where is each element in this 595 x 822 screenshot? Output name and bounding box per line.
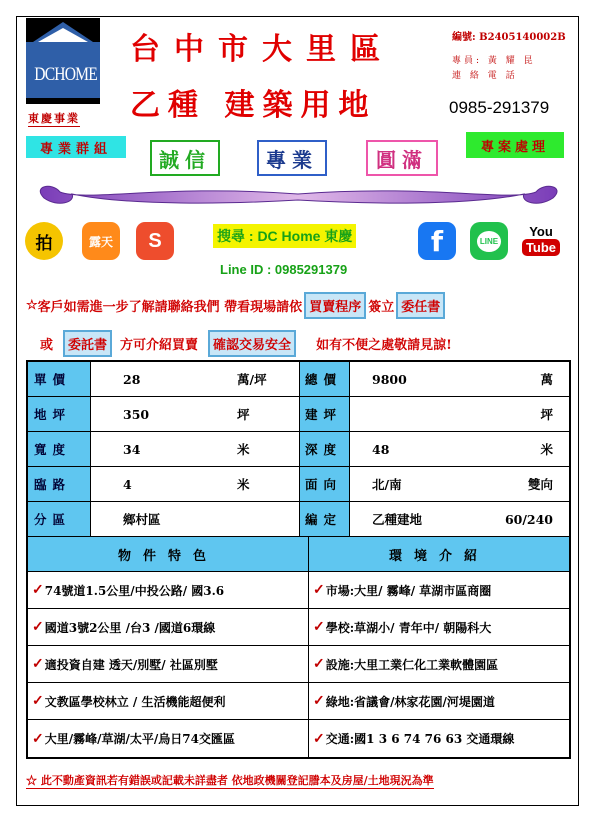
feature-text: 74號道1.5公里/中投公路/ 國3.6: [44, 583, 225, 598]
listing-code: 編號: B2405140002B: [452, 32, 566, 43]
sale-procedure-badge: 買賣程序: [304, 292, 366, 319]
feature-text: 文教區學校林立 / 生活機能超便利: [44, 694, 226, 709]
spec-label-2: 編定: [300, 502, 350, 536]
spec-row: [28, 432, 569, 467]
spec-value: 350: [123, 406, 150, 422]
feature-cell: [28, 646, 309, 682]
spec-unit: 坪: [237, 397, 300, 431]
spec-label: 單價: [28, 362, 91, 396]
feature-text: 國道3號2公里 /台3 /國道6環線: [44, 620, 216, 635]
check-icon: ✓: [313, 582, 325, 598]
youtube-icon[interactable]: [522, 220, 560, 260]
decorative-scroll-divider: [26, 180, 571, 210]
youtube-icon-top: You: [529, 224, 553, 239]
spec-value-2: [350, 397, 490, 431]
transaction-safety-badge: 確認交易安全: [208, 330, 296, 357]
spec-value-2: 9800: [372, 371, 407, 387]
environment-text: 市場:大里/ 霧峰/ 草湖市區商圈: [325, 583, 492, 598]
tag-case-handling: 專案處理: [466, 132, 564, 158]
check-icon: ✓: [313, 656, 325, 672]
notice-text-2e: 如有不便之處敬請見諒!: [316, 338, 452, 353]
spec-row: [28, 397, 569, 432]
spec-label-2: 建坪: [300, 397, 350, 431]
line-id: Line ID : 0985291379: [220, 262, 348, 277]
tag-professional: 專業: [257, 140, 327, 176]
search-hint: 搜尋 : DC Home 東慶: [213, 224, 356, 248]
shopee-icon[interactable]: S: [136, 222, 174, 260]
logo-company-name: 東慶事業: [28, 112, 80, 125]
feature-text: 大里/霧峰/草湖/太平/烏日74交匯區: [44, 732, 235, 746]
check-icon: ✓: [32, 693, 44, 709]
notice-text-2c: 方可介紹買賣: [120, 338, 199, 353]
spec-value-2: 48: [372, 441, 390, 457]
spec-label: 地坪: [28, 397, 91, 431]
notice-line-1: [26, 292, 447, 319]
entrust-agreement-badge: 委託書: [63, 330, 112, 357]
feature-row: [28, 646, 569, 683]
star-icon: ☆: [26, 298, 38, 313]
page-title: 台中市大里區: [130, 32, 394, 67]
spec-unit-2: 米: [540, 442, 553, 457]
feature-cell: [28, 572, 309, 608]
check-icon: ✓: [32, 730, 44, 747]
spec-value: 34: [123, 441, 141, 457]
page-subtitle: 乙種 建築用地: [130, 88, 377, 123]
logo-roof-icon: [26, 18, 100, 104]
agent-info: [452, 54, 536, 84]
spec-value-2: 北/南: [372, 477, 402, 492]
youtube-icon-bottom: Tube: [522, 239, 560, 256]
spec-unit: 萬/坪: [237, 362, 300, 396]
tag-professional-team: 專業群組: [26, 136, 126, 158]
commission-agreement-badge: 委任書: [396, 292, 445, 319]
spec-unit-2: 雙向: [527, 477, 553, 492]
property-table: [26, 360, 571, 759]
spec-label: 臨路: [28, 467, 91, 501]
notice-line-2: [40, 330, 452, 357]
spec-value: 28: [123, 371, 141, 387]
feature-cell: [28, 609, 309, 645]
spec-unit: [237, 502, 300, 536]
check-icon: ✓: [32, 582, 44, 598]
environment-cell: [309, 572, 569, 608]
tag-perfect: 圓滿: [366, 140, 438, 176]
company-logo: [26, 18, 106, 128]
spec-value: 4: [123, 476, 132, 492]
spec-value: 鄉村區: [123, 512, 161, 527]
line-icon-label: LINE: [477, 231, 501, 252]
spec-unit: 米: [237, 467, 300, 501]
check-icon: ✓: [313, 619, 325, 635]
environment-text: 設施:大里工業仁化工業軟體園區: [325, 657, 499, 672]
feature-row: [28, 720, 569, 757]
facebook-icon[interactable]: f: [418, 222, 456, 260]
contact-label: 連 絡 電 話: [452, 71, 518, 81]
check-icon: ✓: [32, 619, 44, 635]
spec-label-2: 面向: [300, 467, 350, 501]
spec-unit-2: 萬: [540, 372, 553, 387]
notice-text-2a: 或: [40, 338, 54, 353]
environment-cell: [309, 683, 569, 719]
environment-text: 學校:草湖小/ 青年中/ 朝陽科大: [325, 620, 492, 635]
notice-text-1a: 客戶如需進一步了解請聯絡我們 帶看現場請依: [37, 300, 303, 315]
notice-text-1c: 簽立: [368, 300, 395, 315]
environment-title: 環境介紹: [309, 537, 569, 571]
spec-unit-2: 坪: [540, 407, 553, 422]
feature-row: [28, 683, 569, 720]
check-icon: ✓: [313, 730, 325, 747]
spec-label: 分區: [28, 502, 91, 536]
spec-row: [28, 502, 569, 537]
spec-label: 寬度: [28, 432, 91, 466]
contact-phone[interactable]: 0985-291379: [449, 98, 550, 117]
environment-cell: [309, 646, 569, 682]
features-header: [28, 537, 569, 572]
features-title: 物件特色: [28, 537, 309, 571]
spec-row: [28, 362, 569, 397]
spec-unit: 米: [237, 432, 300, 466]
spec-row: [28, 467, 569, 502]
feature-cell: [28, 683, 309, 719]
tag-honesty: 誠信: [150, 140, 220, 176]
check-icon: ✓: [313, 693, 325, 709]
agent-name: 專員: 黃 耀 昆: [452, 56, 536, 66]
logo-brand-text: DCHOME: [34, 64, 97, 85]
spec-value-2: 乙種建地: [372, 512, 423, 527]
disclaimer: ☆ 此不動產資訊若有錯誤或記載未詳盡者 依地政機關登記謄本及房屋/土地現況為準: [26, 774, 434, 787]
environment-cell: [309, 720, 569, 757]
spec-label-2: 深度: [300, 432, 350, 466]
environment-cell: [309, 609, 569, 645]
ruten-icon[interactable]: 露天: [82, 222, 120, 260]
feature-cell: [28, 720, 309, 757]
feature-row: [28, 609, 569, 646]
spec-unit-2: 60/240: [504, 511, 553, 527]
spec-label-2: 總價: [300, 362, 350, 396]
feature-text: 適投資自建 透天/別墅/ 社區別墅: [44, 657, 218, 672]
check-icon: ✓: [32, 656, 44, 672]
environment-text: 綠地:省議會/林家花園/河堤園道: [325, 694, 495, 709]
logo-emblem: [26, 18, 100, 104]
line-icon[interactable]: [470, 222, 508, 260]
yahoo-auction-icon[interactable]: 拍: [25, 222, 63, 260]
environment-text: 交通:國1 3 6 74 76 63 交通環線: [325, 732, 515, 746]
feature-row: [28, 572, 569, 609]
